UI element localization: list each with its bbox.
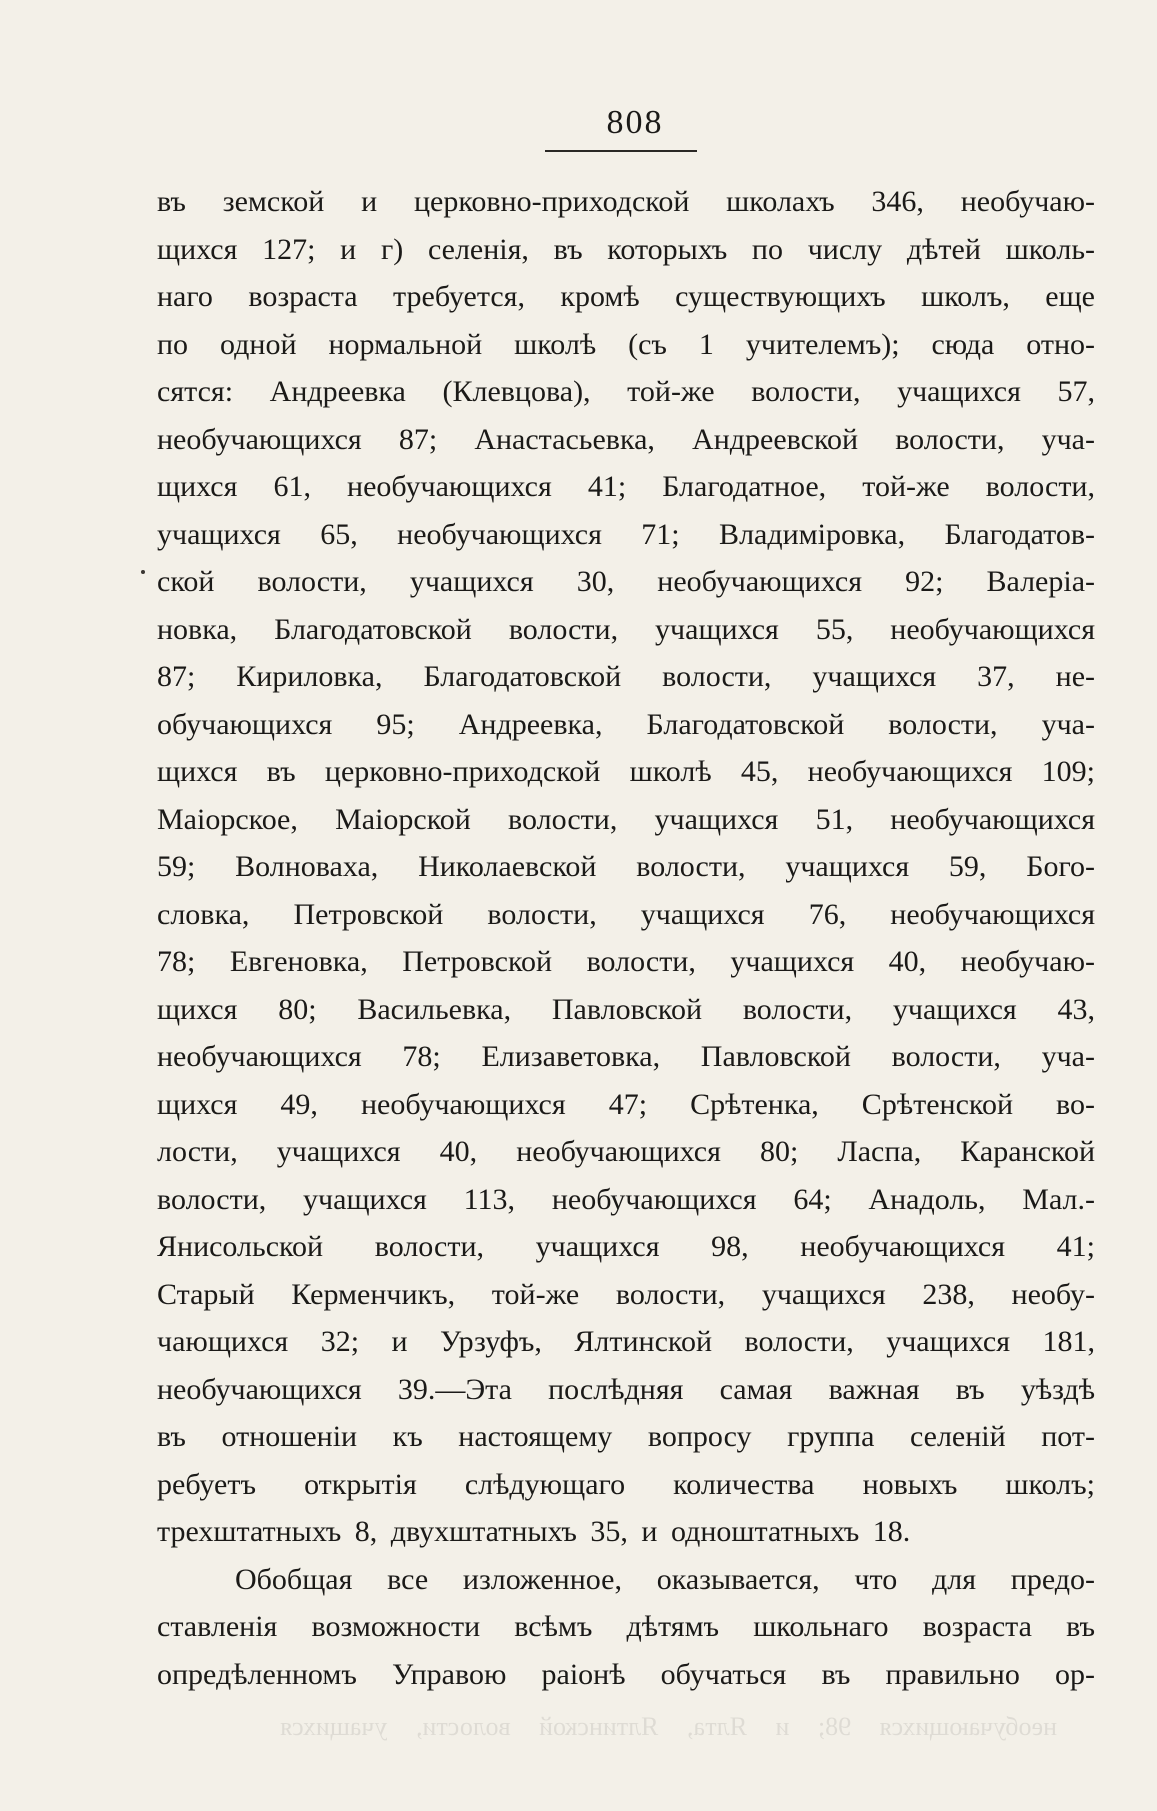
text-line: необучающихся 78; Елизаветовка, Павловской волости, уча- [157,1040,1095,1073]
text-line: опредѣленномъ Управою раіонѣ обучаться въ правильно ор- [157,1657,1095,1691]
text-line: 59; Волноваха, Николаевской волости, учащихся 59, Бого- [157,850,1095,883]
text-line: словка, Петровской волости, учащихся 76, необучающихся [157,897,1095,931]
body-text [157,178,1095,1698]
text-line: ской волости, учащихся 30, необучающихся 92; Валеріа- [157,565,1095,598]
paragraph-start-line: Обобщая все изложенное, оказывается, что для предо- [235,1562,1095,1596]
text-line: щихся 61, необучающихся 41; Благодатное, той-же волости, [157,470,1095,503]
paragraph-end-line: трехштатныхъ 8, двухштатныхъ 35, и одноштатныхъ 18. [157,1515,911,1548]
text-line: чающихся 32; и Урзуфъ, Ялтинской волости, учащихся 181, [157,1325,1095,1358]
text-line: ставленія возможности всѣмъ дѣтямъ школьнаго возраста въ [157,1610,1095,1643]
text-line: по одной нормальной школѣ (съ 1 учителемъ); сюда отно- [157,327,1095,361]
text-line: Старый Керменчикъ, той-же волости, учащихся 238, необу- [157,1277,1095,1311]
text-line: щихся 80; Васильевка, Павловской волости, учащихся 43, [157,992,1095,1026]
text-line: наго возраста требуется, кромѣ существующихъ школъ, еще [157,280,1095,313]
text-line: 87; Кириловка, Благодатовской волости, учащихся 37, не- [157,660,1095,693]
text-line: щихся въ церковно-приходской школѣ 45, необучающихся 109; [157,755,1095,788]
text-line: щихся 49, необучающихся 47; Срѣтенка, Срѣтенской во- [157,1087,1095,1121]
text-line: въ отношеніи къ настоящему вопросу группа селеній пот- [157,1420,1095,1453]
text-line: Маіорское, Маіорской волости, учащихся 51, необучающихся [157,802,1095,836]
text-line: обучающихся 95; Андреевка, Благодатовской волости, уча- [157,707,1095,741]
header-rule [545,150,697,152]
text-line: Янисольской волости, учащихся 98, необучающихся 41; [157,1230,1095,1263]
text-line: необучающихся 87; Анастасьевка, Андреевской волости, уча- [157,422,1095,456]
text-line: волости, учащихся 113, необучающихся 64; Анадоль, Мал.- [157,1182,1095,1216]
text-line: новка, Благодатовской волости, учащихся 55, необучающихся [157,612,1095,646]
ink-speck [141,570,145,574]
bleed-through-text: необучающихся 98; и Ялта, Ялтинской волости, учащихся [280,1712,1057,1741]
text-line: необучающихся 39.—Эта послѣдняя самая важная въ уѣздѣ [157,1372,1095,1406]
text-line: 78; Евгеновка, Петровской волости, учащихся 40, необучаю- [157,945,1095,978]
text-line: лости, учащихся 40, необучающихся 80; Ласпа, Каранской [157,1135,1095,1168]
text-line: учащихся 65, необучающихся 71; Владиміровка, Благодатов- [157,517,1095,551]
text-line: ребуетъ открытія слѣдующаго количества новыхъ школъ; [157,1467,1095,1501]
page-number: 808 [606,104,664,141]
text-line: сятся: Андреевка (Клевцова), той-же волости, учащихся 57, [157,375,1095,408]
text-line: въ земской и церковно-приходской школахъ 346, необучаю- [157,185,1095,218]
text-line: щихся 127; и г) селенія, въ которыхъ по числу дѣтей школь- [157,232,1095,266]
